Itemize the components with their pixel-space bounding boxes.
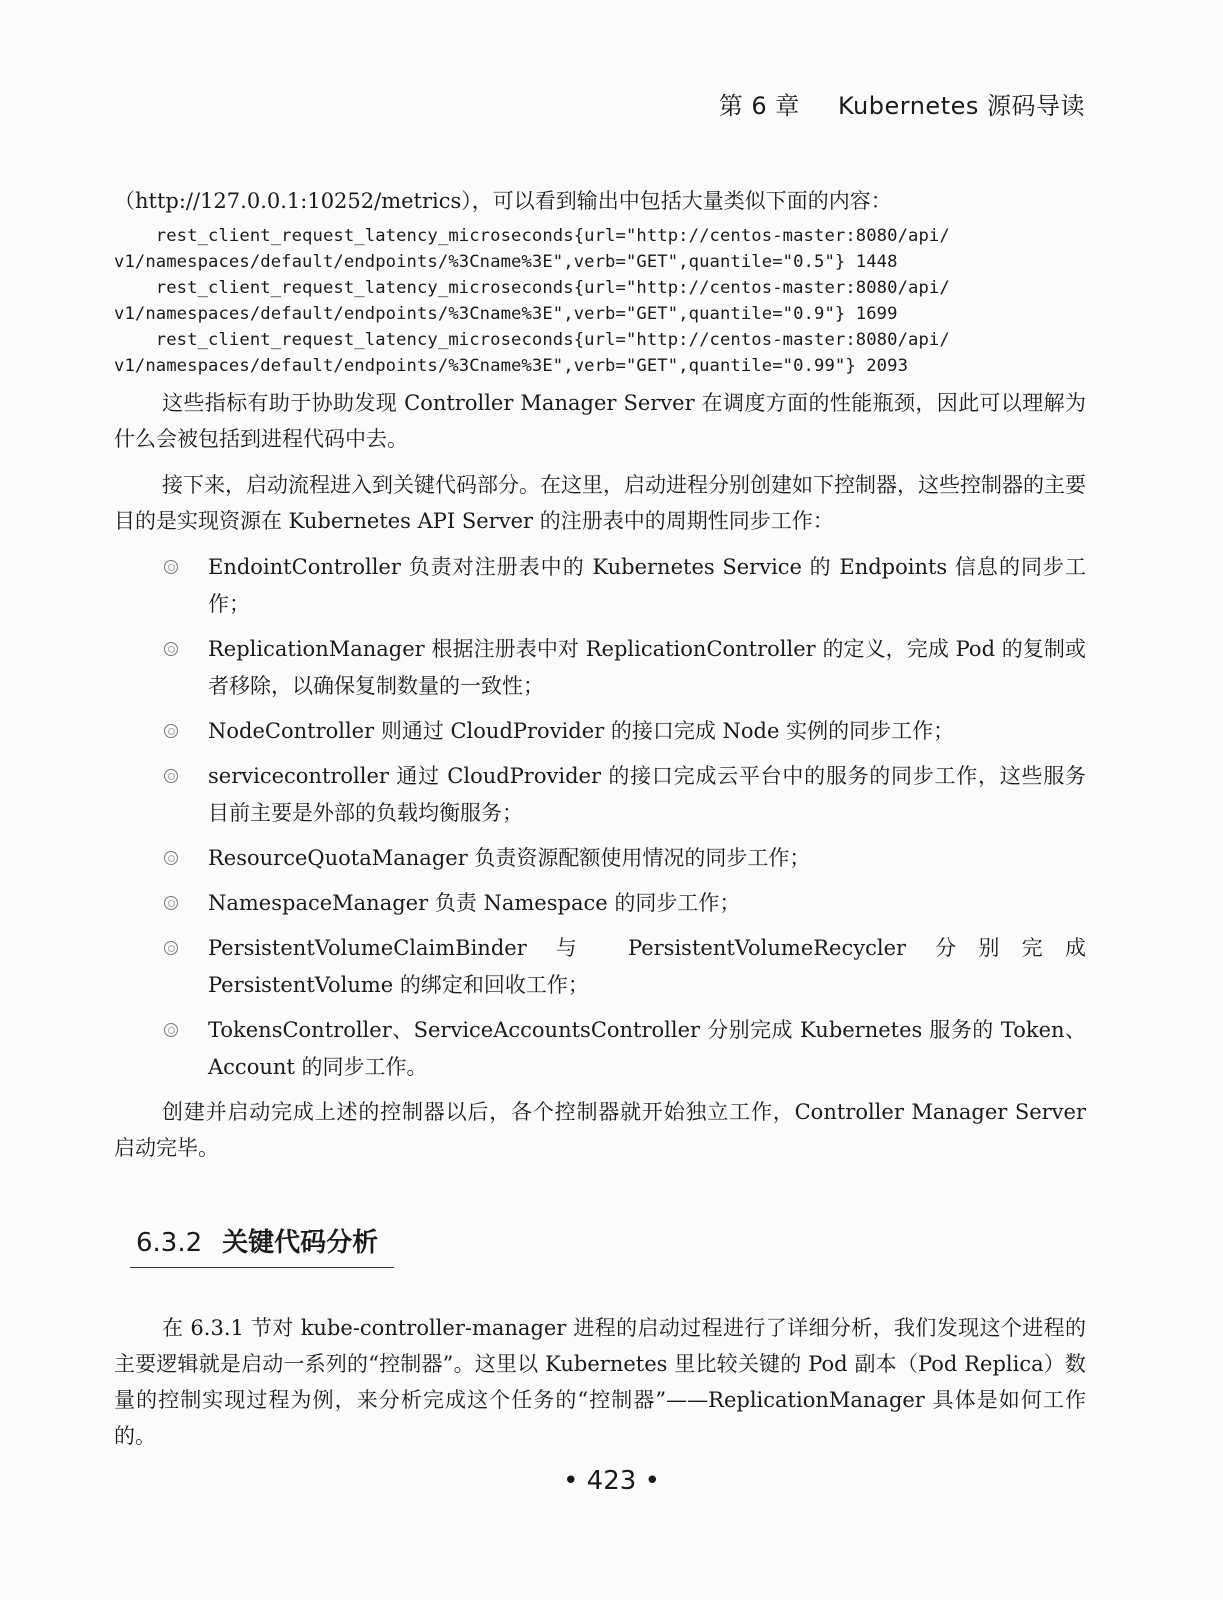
code-line: rest_client_request_latency_microseconds{url="http://centos-master:8080/api/ (114, 226, 950, 246)
bullet-icon (164, 896, 178, 910)
bullet-icon (164, 560, 178, 574)
paragraph-startup-done: 创建并启动完成上述的控制器以后，各个控制器就开始独立工作，Controller Manager Server 启动完毕。 (114, 1100, 1086, 1160)
page-content (114, 183, 1086, 1464)
paragraph-metrics: 这些指标有助于协助发现 Controller Manager Server 在调度方面的性能瓶颈，因此可以理解为什么会被包括到进程代码中去。 (114, 391, 1086, 451)
list-item: ReplicationManager 根据注册表中对 ReplicationController 的定义，完成 Pod 的复制或者移除，以确保复制数量的一致性； (114, 631, 1086, 705)
code-line: v1/namespaces/default/endpoints/%3Cname%3E",verb="GET",quantile="0.9"} 1699 (114, 304, 898, 324)
intro-line: （http://127.0.0.1:10252/metrics），可以看到输出中包括大量类似下面的内容： (114, 189, 892, 213)
code-block (114, 223, 1086, 379)
paragraph-controllers-intro: 接下来，启动流程进入到关键代码部分。在这里，启动进程分别创建如下控制器，这些控制器的主要目的是实现资源在 Kubernetes API Server 的注册表中的周期性同步工作： (114, 473, 1086, 533)
chapter-label: 第 6 章 (718, 92, 800, 120)
bullet-icon (164, 941, 178, 955)
controller-list (114, 549, 1086, 1086)
list-item: NamespaceManager 负责 Namespace 的同步工作； (114, 885, 1086, 922)
bullet-icon (164, 724, 178, 738)
bullet-icon (164, 642, 178, 656)
running-header (719, 86, 1085, 121)
bullet-icon (164, 769, 178, 783)
list-item: EndointController 负责对注册表中的 Kubernetes Service 的 Endpoints 信息的同步工作； (114, 549, 1086, 623)
chapter-title: Kubernetes 源码导读 (838, 92, 1085, 120)
bullet-icon (164, 1023, 178, 1037)
list-item: TokensController、ServiceAccountsController 分别完成 Kubernetes 服务的 Token、Account 的同步工作。 (114, 1012, 1086, 1086)
code-line: rest_client_request_latency_microseconds{url="http://centos-master:8080/api/ (114, 278, 950, 298)
section-number: 6.3.2 (136, 1228, 203, 1258)
bullet-icon (164, 851, 178, 865)
list-item: NodeController 则通过 CloudProvider 的接口完成 Node 实例的同步工作； (114, 713, 1086, 750)
code-line: rest_client_request_latency_microseconds{url="http://centos-master:8080/api/ (114, 330, 950, 350)
list-item: servicecontroller 通过 CloudProvider 的接口完成云平台中的服务的同步工作，这些服务目前主要是外部的负载均衡服务； (114, 758, 1086, 832)
code-line: v1/namespaces/default/endpoints/%3Cname%3E",verb="GET",quantile="0.5"} 1448 (114, 252, 898, 272)
section-title: 关键代码分析 (222, 1228, 379, 1258)
page-number: • 423 • (563, 1466, 660, 1496)
list-item: PersistentVolumeClaimBinder 与 PersistentVolumeRecycler 分别完成 PersistentVolume 的绑定和回收工作； (114, 930, 1086, 1004)
section-heading (130, 1222, 394, 1268)
list-item: ResourceQuotaManager 负责资源配额使用情况的同步工作； (114, 840, 1086, 877)
paragraph-key-code: 在 6.3.1 节对 kube-controller-manager 进程的启动过程进行了详细分析，我们发现这个进程的主要逻辑就是启动一系列的“控制器”。这里以 Kubernetes 里比较关键的 Pod 副本（Pod Replica）数量的控制实现过程为例，来分析完成这个任务的“控制器”——ReplicationManager 具体是如何工作的。 (114, 1316, 1086, 1448)
code-line: v1/namespaces/default/endpoints/%3Cname%3E",verb="GET",quantile="0.99"} 2093 (114, 356, 909, 376)
